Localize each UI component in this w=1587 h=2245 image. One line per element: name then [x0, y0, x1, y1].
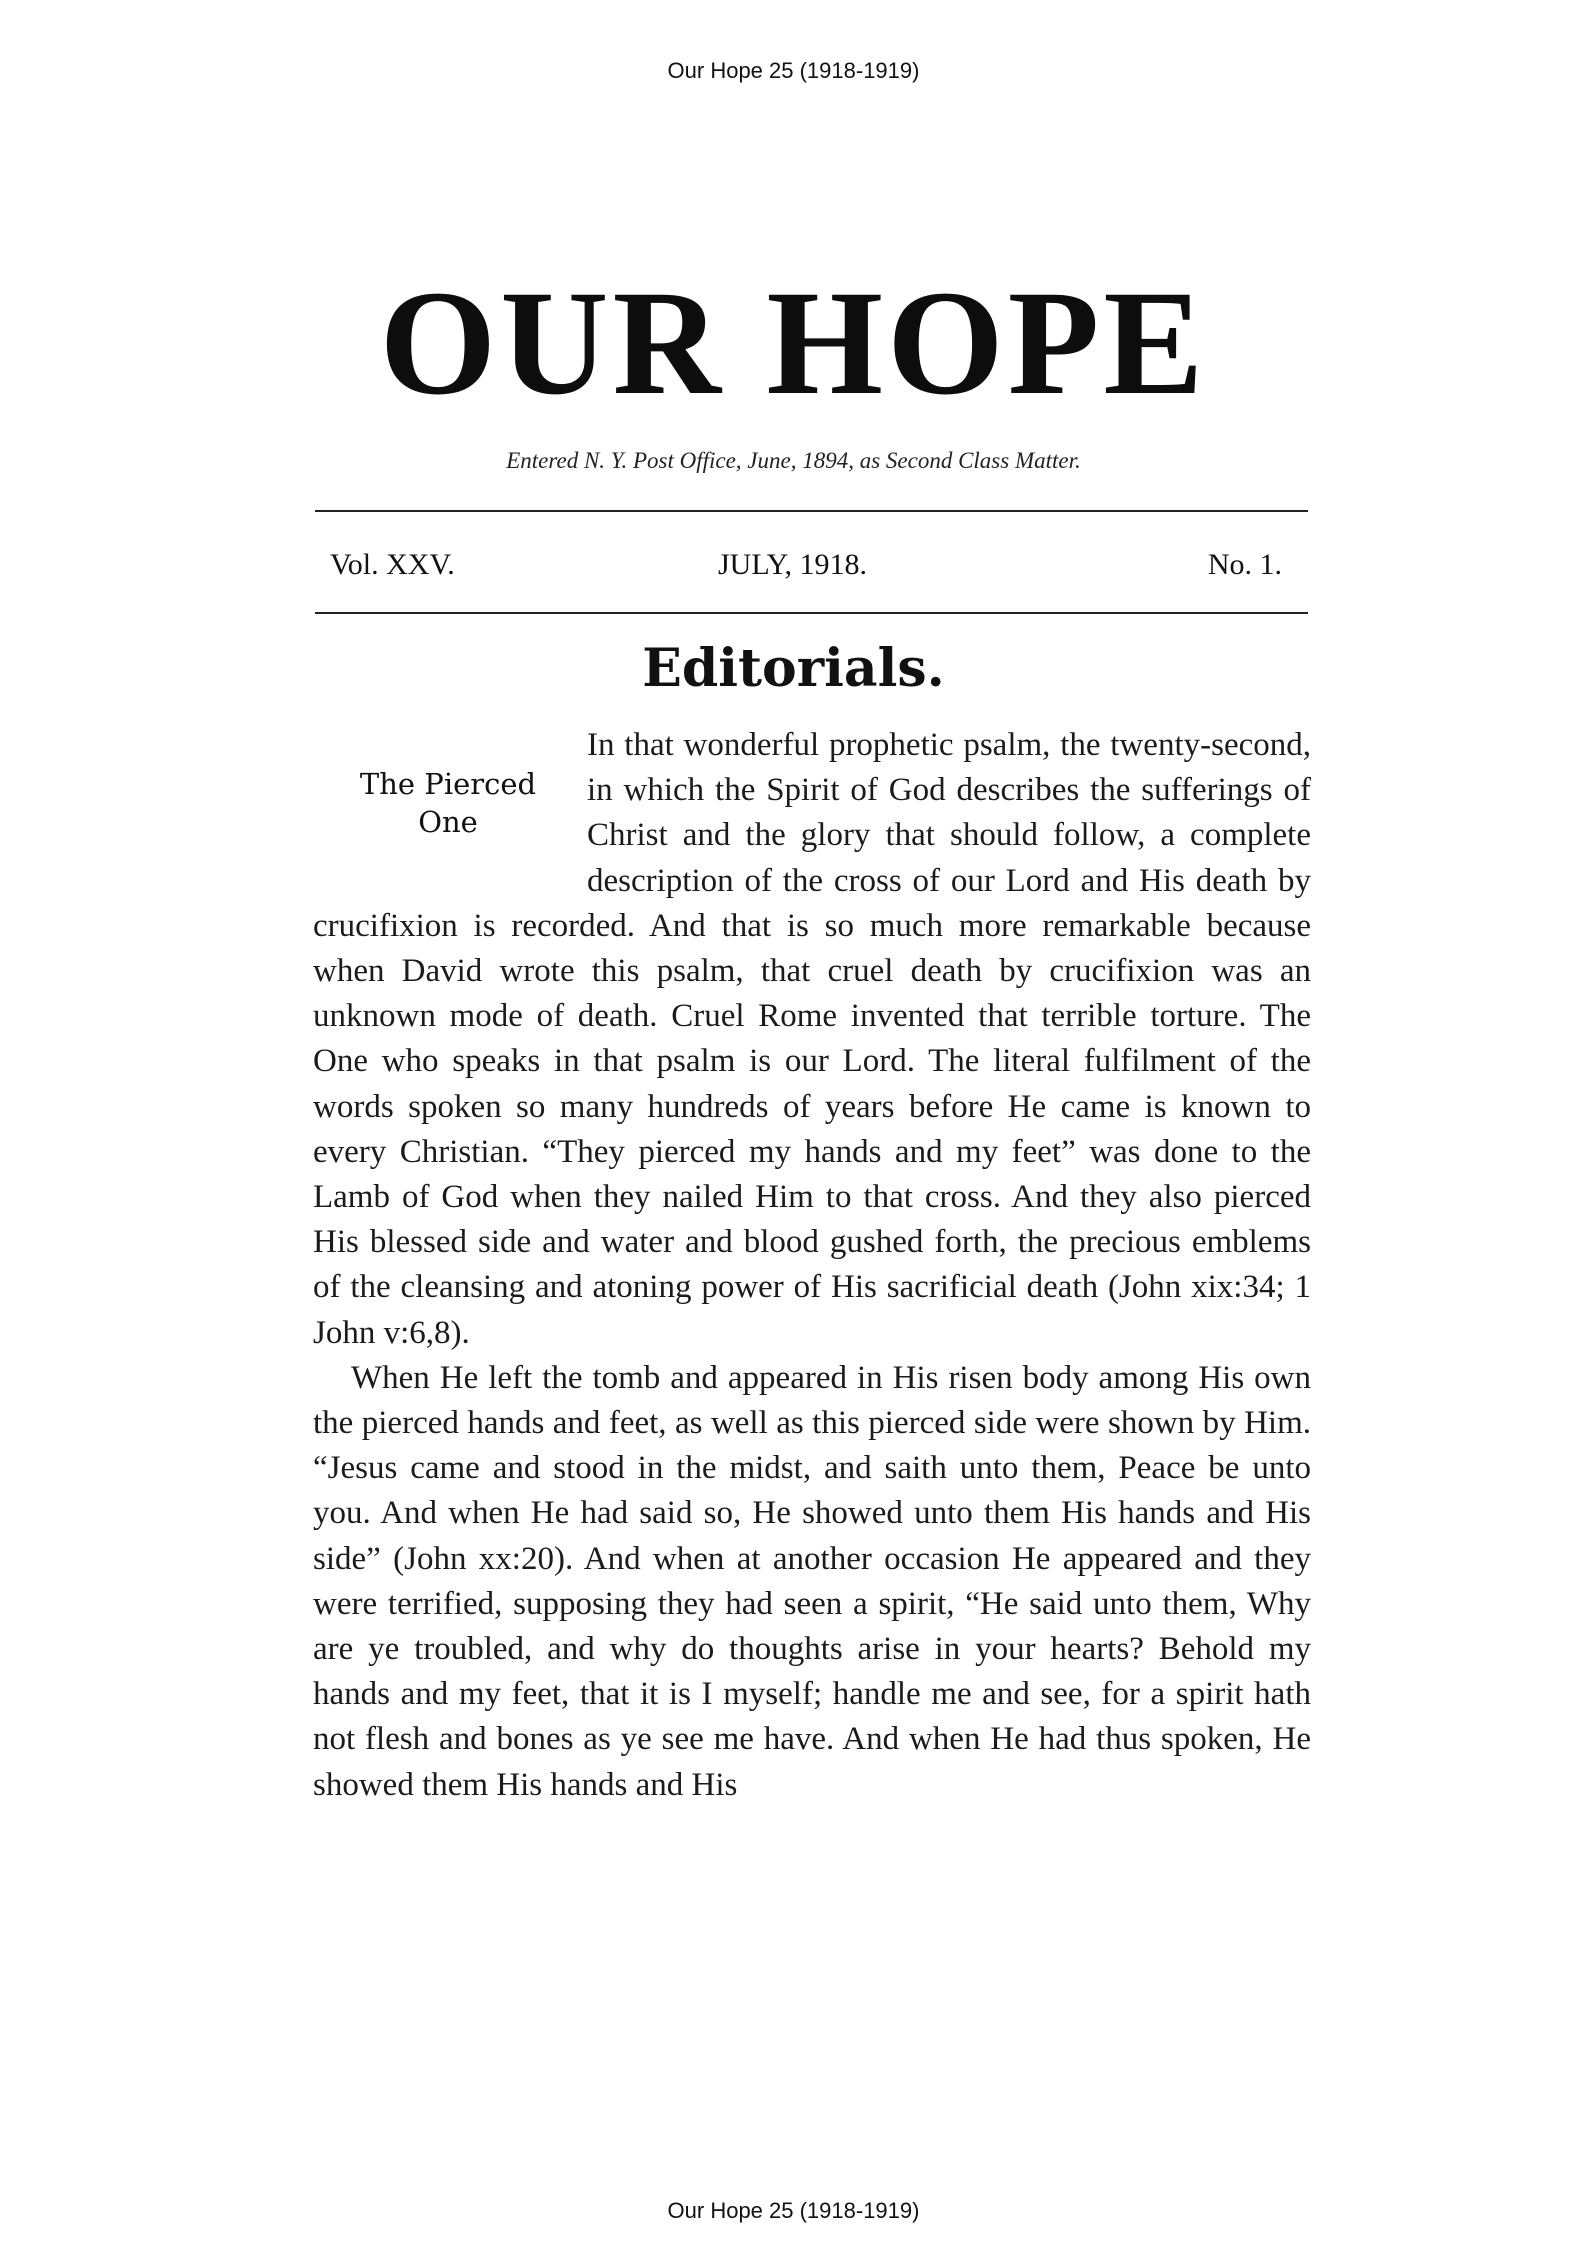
section-heading: Editorials. — [642, 638, 945, 699]
running-head-top: Our Hope 25 (1918-1919) — [667, 58, 920, 83]
sidehead-line-1: The Pierced — [359, 767, 537, 801]
issue-number: No. 1. — [1207, 548, 1282, 581]
article-paragraph-1: In that wonderful prophetic psalm, the twenty-second, in which the Spirit of God describes the sufferings of Christ and the glory that should follow, a complete description of the cross of our Lord and His death by crucifixion is recorded. And that is so much more remarkable because when David wrote this psalm, that cruel death by crucifixion was an unknown mode of death. Cruel Rome invented that terrible torture. The One who speaks in that psalm is our Lord. The literal fulfilment of the words spoken so many hundreds of years before He came is known to every Christian. “They pierced my hands and my feet” was done to the Lamb of God when they nailed Him to that cross. And they also pierced His blessed side and water and blood gushed forth, the precious emblems of the cleansing and atoning power of His sacrificial death (John xix:34; 1 John v:6,8). — [313, 727, 1311, 1351]
masthead-title: OUR HOPE — [379, 260, 1208, 426]
issue-volume: Vol. XXV. — [330, 548, 455, 581]
issue-line — [330, 548, 1282, 588]
sidehead-line-2: One — [418, 805, 478, 839]
top-rule — [315, 510, 1308, 512]
postal-entry-notice: Entered N. Y. Post Office, June, 1894, as Second Class Matter. — [506, 448, 1081, 473]
article-paragraph-2: When He left the tomb and appeared in His risen body among His own the pierced hands and feet, as well as this pierced side were shown by Him. “Jesus came and stood in the midst, and saith unto them, Peace be unto you. And when He had said so, He showed unto them His hands and His side” (John xx:20). And when at another occasion He appeared and they were terrified, supposing they had seen a spirit, “He said unto them, Why are ye troubled, and why do thoughts arise in your hearts? Behold my hands and my feet, that it is I myself; handle me and see, for a spirit hath not flesh and bones as ye see me have. And when He had thus spoken, He showed them His hands and His — [313, 1359, 1311, 1803]
article-sidehead — [313, 723, 583, 899]
bottom-rule — [315, 612, 1308, 614]
running-head-bottom: Our Hope 25 (1918-1919) — [667, 2198, 920, 2223]
issue-date: JULY, 1918. — [718, 548, 867, 581]
editorial-article — [313, 723, 1311, 1808]
